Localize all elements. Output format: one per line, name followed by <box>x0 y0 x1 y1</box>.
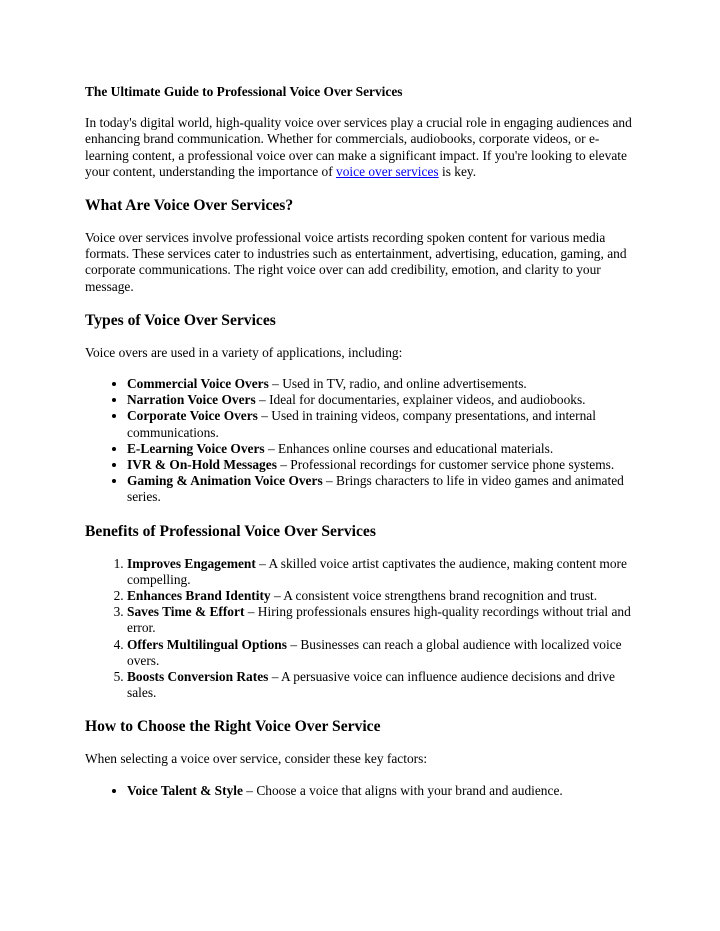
list-item-term: Enhances Brand Identity <box>127 588 271 604</box>
heading-choose: How to Choose the Right Voice Over Service <box>85 718 381 736</box>
list-item-desc: – Ideal for documentaries, explainer videos, and audiobooks. <box>255 392 586 408</box>
heading-what-are: What Are Voice Over Services? <box>85 197 294 215</box>
list-item-desc: – Used in TV, radio, and online advertisements. <box>268 376 527 392</box>
what-are-paragraph: Voice over services involve professional voice artists recording spoken content for various media formats. These services cater to industries such as entertainment, advertising, education, gaming, and corporate communications. The right voice over can add credibility, emotion, and clarity to your message. <box>85 230 627 294</box>
types-intro: Voice overs are used in a variety of applications, including: <box>85 344 403 360</box>
list-item-term: IVR & On-Hold Messages <box>127 457 277 473</box>
types-list <box>85 376 640 506</box>
list-item <box>127 637 640 669</box>
list-item <box>127 392 640 408</box>
document-page <box>85 84 640 814</box>
intro-paragraph <box>85 115 640 180</box>
list-item <box>127 669 640 701</box>
list-item-desc: – Choose a voice that aligns with your brand and audience. <box>242 782 563 798</box>
list-item <box>127 441 640 457</box>
document-title: The Ultimate Guide to Professional Voice Over Services <box>85 84 403 99</box>
heading-benefits: Benefits of Professional Voice Over Services <box>85 522 376 540</box>
list-item-term: Gaming & Animation Voice Overs <box>127 473 323 489</box>
list-item <box>127 556 640 588</box>
list-item-term: Commercial Voice Overs <box>127 376 269 392</box>
list-item <box>127 473 640 505</box>
list-item <box>127 408 640 440</box>
list-item-term: Voice Talent & Style <box>127 782 243 798</box>
choose-intro: When selecting a voice over service, consider these key factors: <box>85 751 428 767</box>
list-item-term: Saves Time & Effort <box>127 604 245 620</box>
list-item <box>127 457 640 473</box>
list-item-desc: – Hiring professionals ensures high-quality recordings without trial and error. <box>127 604 631 636</box>
list-item-desc: – A consistent voice strengthens brand recognition and trust. <box>270 588 598 604</box>
list-item-term: Corporate Voice Overs <box>127 408 258 424</box>
list-item-desc: – Professional recordings for customer service phone systems. <box>276 457 615 473</box>
list-item-desc: – A skilled voice artist captivates the audience, making content more compelling. <box>127 555 627 587</box>
list-item <box>127 783 640 799</box>
list-item-term: Narration Voice Overs <box>127 392 256 408</box>
list-item-term: Improves Engagement <box>127 555 256 571</box>
list-item-desc: – Enhances online courses and educational materials. <box>264 440 554 456</box>
list-item <box>127 376 640 392</box>
list-item <box>127 588 640 604</box>
intro-text: In today's digital world, high-quality voice over services play a crucial role in engaging audiences and enhancing brand communication. Whether for commercials, audiobooks, corporate videos, or e-learning content, a professional voice over can make a significant impact. If you're looking to elevate your content, understanding the importance of <box>85 115 632 179</box>
choose-list <box>85 783 640 799</box>
list-item-term: E-Learning Voice Overs <box>127 440 265 456</box>
list-item-desc: – Brings characters to life in video games and animated series. <box>127 473 624 505</box>
benefits-list <box>85 556 640 702</box>
heading-types: Types of Voice Over Services <box>85 311 276 329</box>
intro-text-end: is key. <box>438 163 477 179</box>
voice-over-services-link[interactable]: voice over services <box>336 163 439 179</box>
list-item <box>127 604 640 636</box>
list-item-desc: – A persuasive voice can influence audience decisions and drive sales. <box>127 669 615 701</box>
list-item-term: Offers Multilingual Options <box>127 636 287 652</box>
list-item-desc: – Used in training videos, company presentations, and internal communications. <box>127 408 596 440</box>
list-item-term: Boosts Conversion Rates <box>127 669 269 685</box>
list-item-desc: – Businesses can reach a global audience with localized voice overs. <box>127 636 622 668</box>
